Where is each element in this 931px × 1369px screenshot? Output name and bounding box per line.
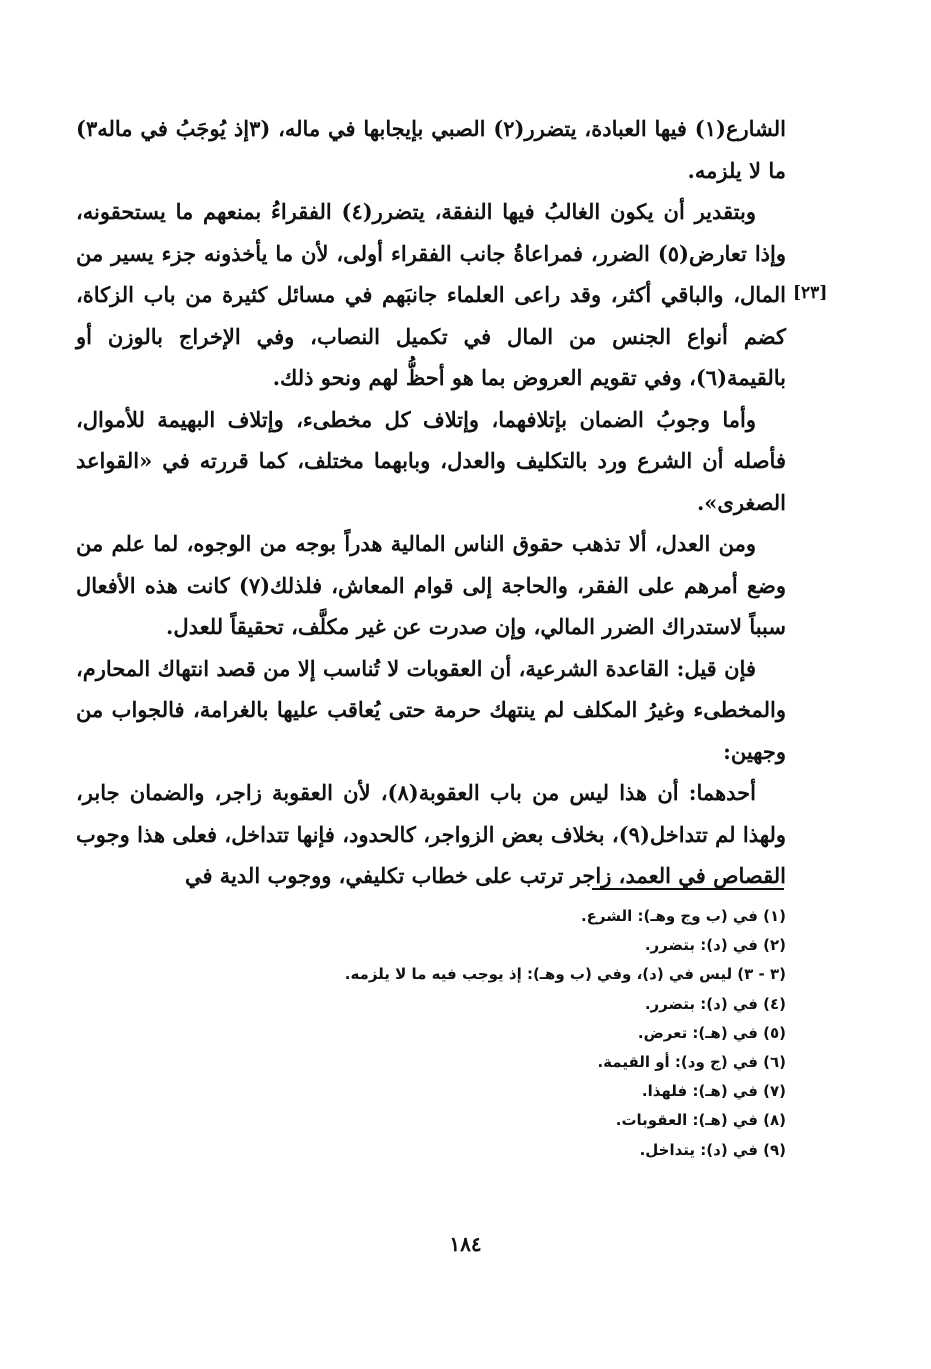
footnote-3: (٣ - ٣) ليس في (د)، وفي (ب وهـ): إذ يوجب فيه ما لا يلزمه. xyxy=(344,965,786,984)
footnote-6: (٦) في (ج ود): أو القيمة. xyxy=(597,1053,786,1072)
paragraph-3: وأما وجوبُ الضمان بإتلافهما، وإتلاف كل مخطىء، وإتلاف البهيمة للأموال، فأصله أن الشرع ورد بالتكليف والعدل، وبابهما مختلف، كما قررته في «القواعد الصغرى». xyxy=(76,406,786,515)
paragraph-6: أحدهما: أن هذا ليس من باب العقوبة(٨)، لأن العقوبة زاجر، والضمان جابر، ولهذا لم تتداخل(٩)، بخلاف بعض الزواجر، كالحدود، فإنها تتداخل، فعلى هذا وجوب القصاص في العمد، زاجر ترتب على خطاب تكليفي، ووجوب الدية في xyxy=(76,780,787,888)
footnotes xyxy=(200,902,786,1165)
paragraph-2: وبتقدير أن يكون الغالبُ فيها النفقة، يتضرر(٤) الفقراءُ بمنعهم ما يستحقونه، وإذا تعارض(٥) الضرر، فمراعاةُ جانب الفقراء أولى، لأن ما يأخذونه جزء يسير من المال، والباقي أكثر، وقد راعى العلماء جانبَهم في مسائل كثيرة من باب الزكاة، كضم أنواع الجنس من المال في تكميل النصاب، وفي الإخراج بالوزن أو بالقيمة(٦)، وفي تقويم العروض بما هو أحظُّ لهم ونحو ذلك. xyxy=(76,199,786,390)
paragraph-4: ومن العدل، ألا تذهب حقوق الناس المالية هدراً بوجه من الوجوه، لما علم من وضع أمرهم على الفقر، والحاجة إلى قوام المعاش، فلذلك(٧) كانت هذه الأفعال سبباً لاستدراك الضرر المالي، وإن صدرت عن غير مكلَّف، تحقيقاً للعدل. xyxy=(76,531,787,639)
footnote-5: (٥) في (هـ): تعرض. xyxy=(637,1023,786,1042)
footnote-2: (٢) في (د): بتضرر. xyxy=(644,936,786,955)
footnote-8: (٨) في (هـ): العقوبات. xyxy=(615,1111,786,1130)
footnote-9: (٩) في (د): يتداخل. xyxy=(639,1140,786,1159)
paragraph-5: فإن قيل: القاعدة الشرعية، أن العقوبات لا تُناسب إلا من قصد انتهاك المحارم، والمخطىء وغيرُ المكلف لم ينتهك حرمة حتى يُعاقب عليها بالغرامة، فالجواب من وجهين: xyxy=(76,655,786,764)
footnote-4: (٤) في (د): بتضرر. xyxy=(644,994,786,1013)
main-text xyxy=(76,108,786,897)
paragraph-1: الشارع(١) فيها العبادة، يتضرر(٢) الصبي بإيجابها في ماله، (٣إذ يُوجَبُ في ماله٣) ما لا يلزمه. xyxy=(76,116,786,183)
footnote-1: (١) في (ب وج وهـ): الشرع. xyxy=(580,907,786,925)
footnote-7: (٧) في (هـ): فلهذا. xyxy=(641,1082,786,1101)
footnote-divider xyxy=(592,888,784,890)
page-number: ١٨٤ xyxy=(449,1232,482,1256)
margin-marker: [٢٣] xyxy=(793,283,828,303)
